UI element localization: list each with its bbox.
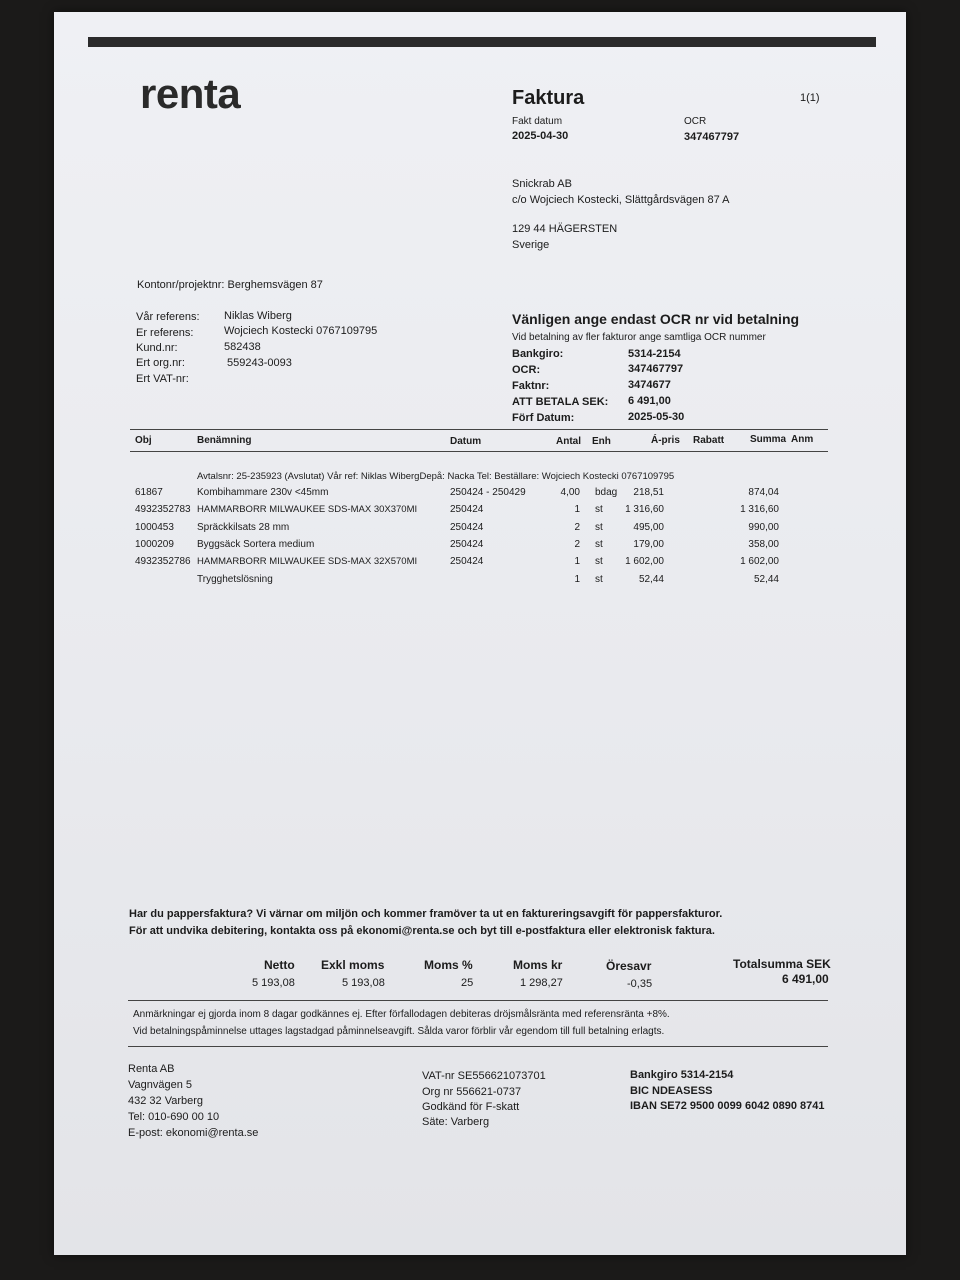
row-benamning: Trygghetslösning bbox=[197, 574, 273, 585]
footer-reg-line: VAT-nr SE556621073701 bbox=[422, 1070, 546, 1082]
row-enh: st bbox=[595, 574, 603, 585]
row-apris: 1 602,00 bbox=[625, 556, 664, 567]
row-antal: 1 bbox=[574, 556, 580, 567]
table-row bbox=[54, 487, 906, 503]
row-obj: 4932352786 bbox=[135, 556, 191, 567]
total-value: 6 491,00 bbox=[782, 972, 829, 986]
table-header-rule bbox=[130, 451, 828, 452]
moms-pct-value: 25 bbox=[461, 977, 474, 989]
payment-label: ATT BETALA SEK: bbox=[512, 396, 609, 408]
row-enh: st bbox=[595, 556, 603, 567]
row-summa: 874,04 bbox=[748, 487, 779, 498]
table-row bbox=[54, 574, 906, 590]
reference-value: 559243-0093 bbox=[227, 357, 292, 369]
moms-kr-label: Moms kr bbox=[513, 958, 563, 972]
project-number: Kontonr/projektnr: Berghemsvägen 87 bbox=[137, 279, 323, 291]
table-row bbox=[54, 522, 906, 538]
paper-invoice-notice-line1: Har du pappersfaktura? Vi värnar om miljön och kommer framöver ta ut en faktureringsavgift för pappersfakturor. bbox=[129, 908, 723, 920]
payment-value: 347467797 bbox=[628, 363, 684, 375]
remarks-line2: Vid betalningspåminnelse uttages lagstadgad påminnelseavgift. Sålda varor förblir vår egendom till full betalning erlagts. bbox=[133, 1026, 665, 1037]
col-rabatt: Rabatt bbox=[693, 435, 725, 446]
payment-label: Faktnr: bbox=[512, 380, 550, 392]
remarks-line1: Anmärkningar ej gjorda inom 8 dagar godkännes ej. Efter förfallodagen debiteras dröjsmålsränta med referensränta +8%. bbox=[133, 1009, 670, 1020]
row-apris: 218,51 bbox=[633, 487, 664, 498]
renta-logo: renta bbox=[140, 70, 241, 117]
row-enh: bdag bbox=[595, 487, 618, 498]
row-benamning: Spräckkilsats 28 mm bbox=[197, 522, 290, 533]
row-apris: 179,00 bbox=[633, 539, 664, 550]
invoice-title: Faktura bbox=[512, 87, 585, 109]
avtal-line: Avtalsnr: 25-235923 (Avslutat) Vår ref: Niklas WibergDepå: Nacka Tel: Beställare: Wojciech Kostecki 0767109795 bbox=[197, 471, 675, 482]
footer-bank-line: IBAN SE72 9500 0099 6042 0890 8741 bbox=[630, 1100, 825, 1112]
moms-kr-value: 1 298,27 bbox=[520, 977, 563, 989]
paper-invoice-notice-line2: För att undvika debitering, kontakta oss på ekonomi@renta.se och byt till e-postfaktura eller elektronisk faktura. bbox=[129, 925, 715, 937]
moms-pct-label: Moms % bbox=[424, 958, 473, 972]
reference-label: Vår referens: bbox=[136, 311, 200, 323]
recipient-co: c/o Wojciech Kostecki, Slättgårdsvägen 87 A bbox=[512, 194, 730, 206]
col-anm: Anm bbox=[791, 434, 814, 445]
col-summa: Summa bbox=[750, 434, 787, 445]
payment-value: 2025-05-30 bbox=[628, 411, 685, 423]
recipient-country: Sverige bbox=[512, 239, 550, 251]
reference-label: Kund.nr: bbox=[136, 342, 178, 354]
fakt-datum-value: 2025-04-30 bbox=[512, 130, 569, 142]
exkl-moms-label: Exkl moms bbox=[321, 958, 385, 972]
col-datum: Datum bbox=[450, 436, 482, 447]
netto-label: Netto bbox=[264, 958, 295, 972]
oresavr-label: Öresavr bbox=[606, 959, 652, 973]
row-benamning: HAMMARBORR MILWAUKEE SDS-MAX 32X570MI bbox=[197, 556, 418, 567]
footer-reg-line: Godkänd för F-skatt bbox=[422, 1101, 520, 1113]
row-obj: 61867 bbox=[135, 487, 163, 498]
row-summa: 990,00 bbox=[748, 522, 779, 533]
row-antal: 4,00 bbox=[560, 487, 580, 498]
row-enh: st bbox=[595, 522, 603, 533]
invoice-paper bbox=[54, 12, 906, 1255]
payment-value: 6 491,00 bbox=[628, 395, 671, 407]
row-enh: st bbox=[595, 504, 603, 515]
payment-heading: Vänligen ange endast OCR nr vid betalning bbox=[512, 311, 800, 327]
reference-value: 582438 bbox=[224, 341, 261, 353]
table-top-rule bbox=[130, 429, 828, 430]
row-obj: 4932352783 bbox=[135, 504, 191, 515]
row-summa: 1 316,60 bbox=[740, 504, 779, 515]
row-summa: 358,00 bbox=[748, 539, 779, 550]
footer-reg-line: Org nr 556621-0737 bbox=[422, 1086, 522, 1098]
row-antal: 1 bbox=[574, 574, 580, 585]
row-summa: 1 602,00 bbox=[740, 556, 779, 567]
col-enh: Enh bbox=[592, 436, 611, 447]
footer-company-line: Vagnvägen 5 bbox=[128, 1079, 193, 1091]
recipient-name: Snickrab AB bbox=[512, 178, 572, 190]
row-datum: 250424 bbox=[450, 504, 484, 515]
netto-value: 5 193,08 bbox=[252, 977, 295, 989]
row-datum: 250424 bbox=[450, 556, 484, 567]
payment-label: OCR: bbox=[512, 364, 541, 376]
col-apris: Á-pris bbox=[651, 435, 680, 446]
table-row bbox=[54, 504, 906, 520]
reference-label: Ert org.nr: bbox=[136, 357, 185, 369]
row-obj: 1000209 bbox=[135, 539, 174, 550]
footer-company-line: 432 32 Varberg bbox=[128, 1095, 204, 1107]
payment-label: Bankgiro: bbox=[512, 348, 564, 360]
row-datum: 250424 bbox=[450, 539, 484, 550]
col-antal: Antal bbox=[556, 436, 581, 447]
remarks-rule bbox=[128, 1046, 828, 1047]
footer-company-line: Renta AB bbox=[128, 1063, 175, 1075]
row-apris: 52,44 bbox=[638, 574, 664, 585]
ocr-value: 347467797 bbox=[684, 131, 740, 143]
totals-rule bbox=[128, 1000, 828, 1001]
footer-company-line: E-post: ekonomi@renta.se bbox=[128, 1127, 259, 1139]
payment-subheading: Vid betalning av fler fakturor ange samtliga OCR nummer bbox=[512, 332, 766, 343]
row-obj: 1000453 bbox=[135, 522, 174, 533]
row-summa: 52,44 bbox=[753, 574, 779, 585]
payment-value: 3474677 bbox=[628, 379, 671, 391]
reference-value: Wojciech Kostecki 0767109795 bbox=[224, 325, 378, 337]
row-apris: 495,00 bbox=[633, 522, 664, 533]
row-datum: 250424 bbox=[450, 522, 484, 533]
payment-value: 5314-2154 bbox=[628, 348, 681, 360]
row-benamning: HAMMARBORR MILWAUKEE SDS-MAX 30X370MI bbox=[197, 504, 418, 515]
row-antal: 2 bbox=[574, 539, 580, 550]
page-number: 1(1) bbox=[800, 92, 820, 104]
footer-company-line: Tel: 010-690 00 10 bbox=[128, 1111, 220, 1123]
table-row bbox=[54, 556, 906, 572]
payment-label: Förf Datum: bbox=[512, 412, 575, 424]
top-bar bbox=[88, 37, 876, 47]
fakt-datum-label: Fakt datum bbox=[512, 116, 563, 127]
row-antal: 2 bbox=[574, 522, 580, 533]
row-antal: 1 bbox=[574, 504, 580, 515]
ocr-label: OCR bbox=[684, 116, 707, 127]
row-benamning: Byggsäck Sortera medium bbox=[197, 539, 315, 550]
table-row bbox=[54, 539, 906, 555]
reference-value: Niklas Wiberg bbox=[224, 310, 292, 322]
recipient-postal: 129 44 HÄGERSTEN bbox=[512, 223, 618, 235]
reference-label: Er referens: bbox=[136, 327, 194, 339]
reference-label: Ert VAT-nr: bbox=[136, 373, 189, 385]
row-enh: st bbox=[595, 539, 603, 550]
total-label: Totalsumma SEK bbox=[733, 957, 831, 971]
col-benamning: Benämning bbox=[197, 435, 252, 446]
row-benamning: Kombihammare 230v <45mm bbox=[197, 487, 329, 498]
row-apris: 1 316,60 bbox=[625, 504, 664, 515]
footer-bank-line: Bankgiro 5314-2154 bbox=[630, 1069, 734, 1081]
exkl-moms-value: 5 193,08 bbox=[342, 977, 385, 989]
row-datum: 250424 - 250429 bbox=[450, 487, 526, 498]
oresavr-value: -0,35 bbox=[627, 978, 653, 990]
footer-bank-line: BIC NDEASESS bbox=[630, 1085, 713, 1097]
footer-reg-line: Säte: Varberg bbox=[422, 1116, 490, 1128]
col-obj: Obj bbox=[135, 435, 152, 446]
